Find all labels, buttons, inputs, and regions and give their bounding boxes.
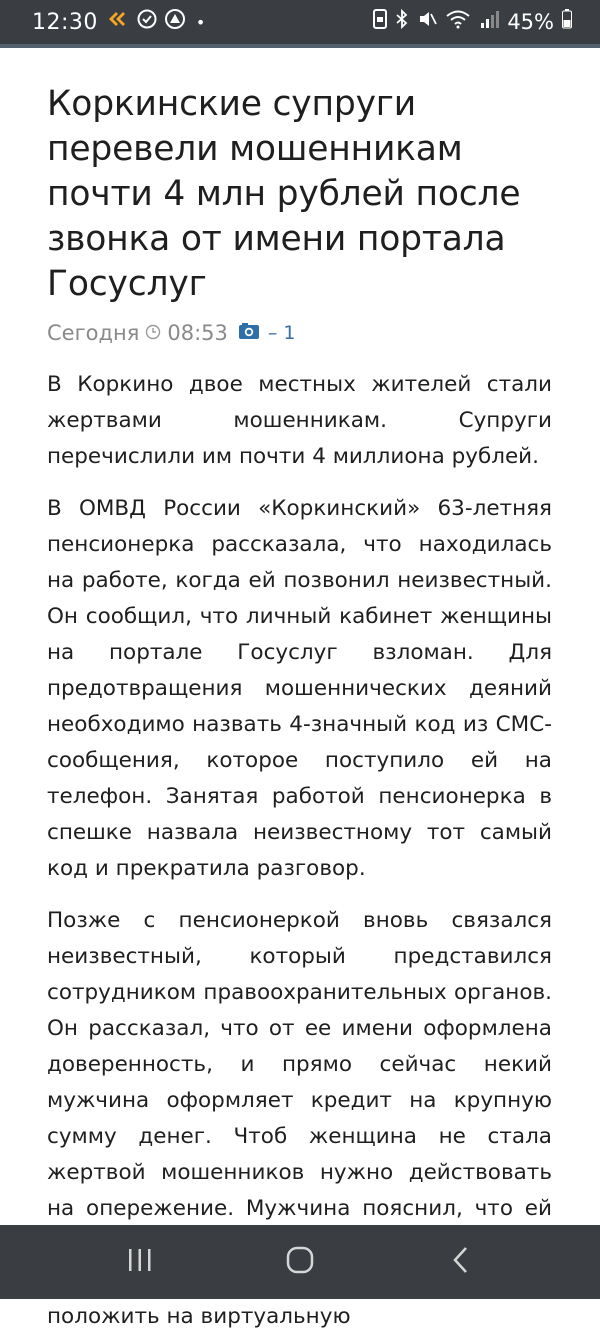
status-right-icons (373, 9, 572, 35)
clock-icon (145, 321, 161, 345)
publish-time: 08:53 (167, 321, 228, 345)
back-icon (450, 1245, 470, 1279)
back-button[interactable] (430, 1237, 490, 1287)
home-button[interactable] (270, 1237, 330, 1287)
battery-icon (562, 9, 572, 35)
mail-reply-icon (106, 9, 130, 35)
photo-count[interactable]: – 1 (267, 322, 296, 344)
navigation-bar (0, 1225, 600, 1299)
screenshot-lock-icon (373, 9, 387, 35)
sync-check-icon (136, 8, 158, 36)
article-title: Коркинские супруги перевели мошенникам почти 4 млн рублей после звонка от имени портала Госуслуг (47, 84, 521, 304)
camera-icon[interactable] (238, 321, 260, 345)
bluetooth-icon (395, 9, 409, 35)
article-paragraph: В Коркино двое местных жителей стали жертвами мошенникам. Супруги перечислили им почти 4 миллиона рублей. (47, 372, 552, 469)
date-label: Сегодня (47, 321, 140, 345)
home-icon (285, 1245, 315, 1279)
mute-icon (417, 9, 437, 35)
status-bar (0, 0, 600, 44)
wifi-icon (445, 9, 471, 35)
article-content[interactable] (0, 48, 600, 1329)
signal-icon (479, 9, 499, 35)
maps-icon (164, 8, 186, 36)
status-time: 12:30 (32, 9, 98, 35)
article-meta (47, 317, 552, 349)
notification-dot: • (195, 12, 206, 32)
article-paragraph: Позже с пенсионеркой вновь связался неизвестный, который представился сотрудником правоохранительных органов. Он рассказал, что от ее имени оформлена доверенность, и прямо сейчас некий мужчина оформляет кредит на крупную сумму денег. Чтоб женщина не стала жертвой мошенников нужно действовать на опережение. Мужчина пояснил, что ей положить на виртуальную (47, 908, 552, 1329)
article-paragraph: В ОМВД России «Коркинский» 63-летняя пенсионерка рассказала, что находилась на работе, когда ей позвонил неизвестный. Он сообщил, что личный кабинет женщины на портале Госуслуг взломан. Для предотвращения мошеннических деяний необходимо назвать 4-значный код из СМС-сообщения, которое поступило ей на телефон. Занятая работой пенсионерка в спешке назвала неизвестному тот самый код и прекратила разговор. (47, 496, 552, 881)
recent-apps-button[interactable] (110, 1237, 170, 1287)
status-left-icons (106, 8, 205, 36)
battery-percent: 45% (507, 10, 554, 34)
recent-apps-icon (126, 1247, 154, 1277)
